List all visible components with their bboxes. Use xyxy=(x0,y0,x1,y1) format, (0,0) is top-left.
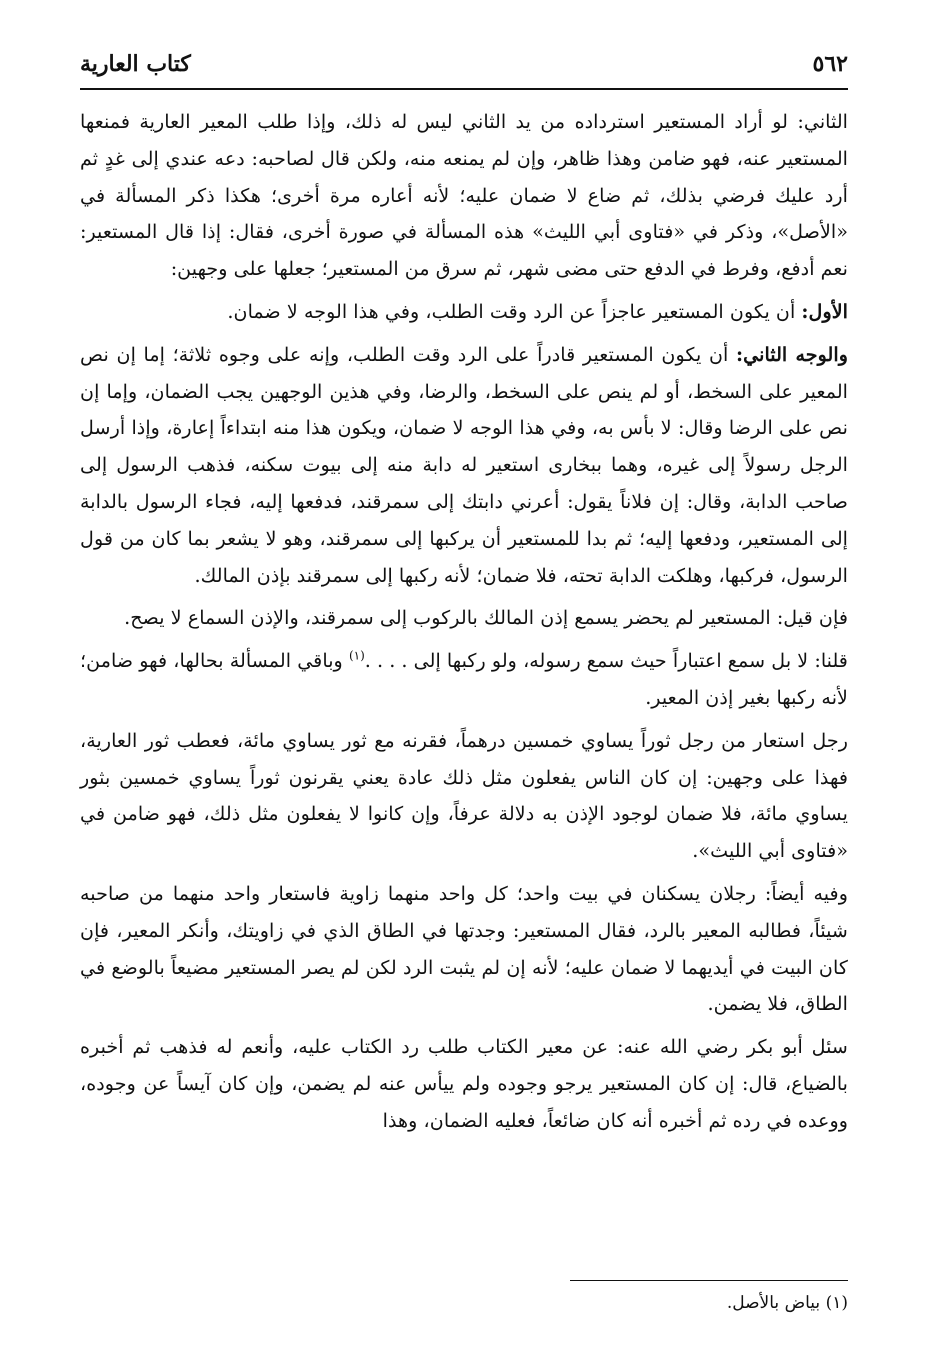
page-number: ٥٦٢ xyxy=(812,51,848,77)
footnote-divider xyxy=(570,1280,848,1281)
paragraph: الثاني: لو أراد المستعير استرداده من يد الثاني ليس له ذلك، وإذا طلب المعير العارية فمنعها المستعير عنه، فهو ضامن وهذا ظاهر، وإن لم يمنعه منه، ولكن قال لصاحبه: دعه عندي إلى غدٍ ثم أرد عليك فرضي بذلك، ثم ضاع لا ضمان عليه؛ لأنه أعاره مرة أخرى؛ هكذا ذكر المسألة في «الأصل»، وذكر في «فتاوى أبي الليث» هذه المسألة في صورة أخرى، فقال: إذا قال المستعير: نعم أدفع، وفرط في الدفع حتى مضى شهر، ثم سرق من المستعير؛ جعلها على وجهين: xyxy=(80,110,848,281)
footnote-reference[interactable]: (١) xyxy=(348,648,365,663)
header-divider xyxy=(80,88,848,90)
footnote xyxy=(727,1288,848,1318)
main-text xyxy=(80,104,848,1146)
paragraph: سئل أبو بكر رضي الله عنه: عن معير الكتاب طلب رد الكتاب عليه، وأنعم له فذهب ثم أخبره بالضياع، قال: إن كان المستعير يرجو وجوده ولم ييأس عنه لم يضمن، وإن كان آيساً عن وجوده، ووعده في رده ثم أخبره أنه كان ضائعاً، فعليه الضمان، وهذا xyxy=(80,1035,848,1132)
paragraph: الأول: أن يكون المستعير عاجزاً عن الرد وقت الطلب، وفي هذا الوجه لا ضمان. xyxy=(227,299,848,323)
paragraph: وفيه أيضاً: رجلان يسكنان في بيت واحد؛ كل واحد منهما زاوية فاستعار واحد منهما من صاحبه شيئاً، فطالبه المعير بالرد، فقال المستعير: وجدتها في الطاق الذي في زاويتك، وأنكر المعير، فإن كان البيت في أيديهما لا ضمان عليه؛ لأنه إن لم يثبت الرد لكن لم يصر المستعير مضيعاً بالوضع في الطاق، فلا يضمن. xyxy=(80,881,848,1016)
paragraph: والوجه الثاني: أن يكون المستعير قادراً على الرد وقت الطلب، وإنه على وجوه ثلاثة؛ إما إن نص المعير على السخط، أو لم ينص على السخط، والرضا، وفي هذين الوجهين يجب الضمان، وإما إن نص على الرضا وقال: لا بأس به، وفي هذا الوجه لا ضمان، ويكون هذا منه ابتداءاً إعارة، وإذا أرسل الرجل رسولاً إلى غيره، وهما ببخارى استعير له دابة منه إلى بيوت سكنه، فذهب الرسول إلى صاحب الدابة، وقال: إن فلاناً يقول: أعرني دابتك إلى سمرقند، فدفعها إليه، فجاء الرسول بالدابة إلى المستعير، ودفعها إليه؛ ثم بدا للمستعير أن يركبها إلى سمرقند، وهو لا يشعر بما كان من قول الرسول، فركبها، وهلكت الدابة تحته، فلا ضمان؛ لأنه ركبها إلى سمرقند بإذن المالك. xyxy=(80,342,848,587)
paragraph: فإن قيل: المستعير لم يحضر يسمع إذن المالك بالركوب إلى سمرقند، والإذن السماع لا يصح. xyxy=(124,606,848,630)
page-header xyxy=(80,44,848,84)
paragraph: رجل استعار من رجل ثوراً يساوي خمسين درهماً، فقرنه مع ثور يساوي مائة، فعطب ثور العارية، فهذا على وجهين: إن كان الناس يفعلون مثل ذلك عادة يعني يقرنون ثوراً يساوي خمسين بثور يساوي مائة، فلا ضمان لوجود الإذن به دلالة عرفاً، وإن كانوا لا يفعلون مثل ذلك، فهو ضامن في «فتاوى أبي الليث». xyxy=(80,728,848,863)
paragraph-lead: الأول: xyxy=(801,299,848,323)
footnote-text: بياض بالأصل. xyxy=(726,1293,821,1313)
paragraph: قلنا: لا بل سمع اعتباراً حيث سمع رسوله، ولو ركبها إلى . . . .$^{(١)}$ وباقي المسألة بحالها، فهو ضامن؛ لأنه ركبها بغير إذن المعير. xyxy=(80,648,848,709)
footnote-marker: (١) xyxy=(825,1293,848,1313)
paragraph-lead: والوجه الثاني: xyxy=(736,342,848,366)
running-title: كتاب العارية xyxy=(80,51,191,77)
